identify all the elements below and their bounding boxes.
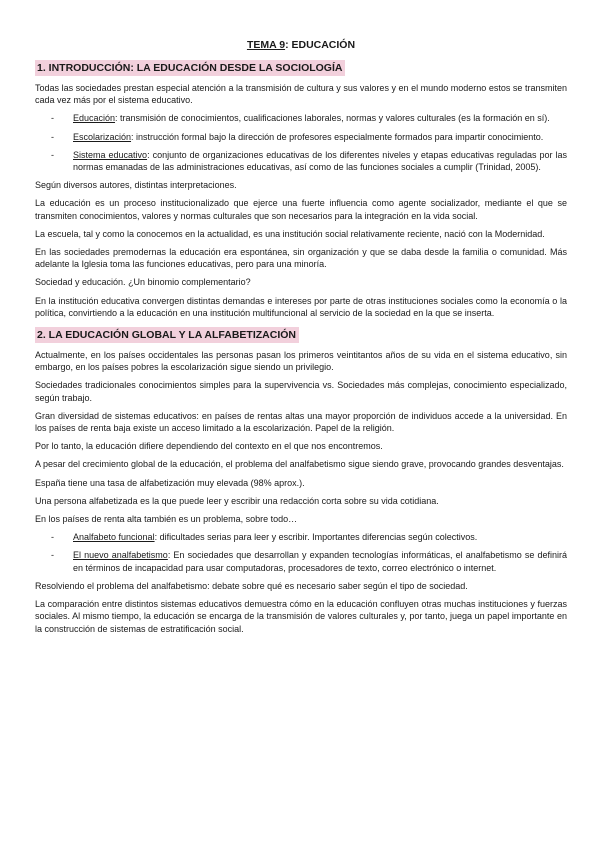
illiteracy-types-list — [35, 531, 567, 574]
definition-item — [73, 531, 567, 543]
paragraph: La escuela, tal y como la conocemos en la actualidad, es una institución social relativamente reciente, nació con la Modernidad. — [35, 228, 545, 239]
paragraph: Una persona alfabetizada es la que puede leer y escribir una redacción corta sobre su vida cotidiana. — [35, 495, 439, 506]
paragraph: Según diversos autores, distintas interpretaciones. — [35, 180, 237, 191]
section-1-intro: Todas las sociedades prestan especial atención a la transmisión de cultura y sus valores y en el mundo moderno estos se transmiten cada vez más por el sistema educativo. — [35, 83, 567, 106]
document-title — [35, 38, 567, 52]
definition-item — [73, 112, 567, 124]
paragraph: Actualmente, en los países occidentales las personas pasan los primeros veintitantos años de su vida en el sistema educativo, sin embargo, en los países pobres la escolarización sigue siendo un privilegio. — [35, 350, 567, 373]
definition-text: : instrucción formal bajo la dirección de profesores especialmente formados para impartir conocimiento. — [131, 131, 544, 142]
paragraph: Resolviendo el problema del analfabetismo: debate sobre qué es necesario saber según el tipo de sociedad. — [35, 580, 468, 591]
paragraph: En la institución educativa convergen distintas demandas e intereses por parte de otras instituciones sociales como la economía o la política, convirtiendo a la educación en una institución multifuncional al servicio de la sociedad en la que se inserta. — [35, 295, 567, 318]
definition-text: : transmisión de conocimientos, cualificaciones laborales, normas y valores culturales (es la formación en sí). — [115, 113, 550, 124]
definition-text: : En sociedades que desarrollan y expanden tecnologías informáticas, el analfabetismo se definirá en términos de incapacidad para usar computadoras, procesadores de texto, correo electrónico o internet. — [73, 550, 567, 573]
definition-item — [73, 149, 567, 173]
paragraph: En los países de renta alta también es un problema, sobre todo… — [35, 514, 298, 525]
definition-item — [73, 131, 567, 143]
topic-number: TEMA 9 — [246, 39, 286, 51]
definition-text: : dificultades serias para leer y escribir. Importantes diferencias según colectivos. — [154, 532, 478, 543]
definition-term: Analfabeto funcional — [73, 532, 155, 543]
definition-item — [73, 549, 567, 573]
paragraph: La comparación entre distintos sistemas educativos demuestra cómo en la educación confluyen otras muchas instituciones y fuerzas sociales. Al mismo tiempo, la educación se encarga de la transmisión de valores culturales y, por tanto, juega un papel importante en la construcción de sistemas de estratificación social. — [35, 599, 567, 634]
definition-text: : conjunto de organizaciones educativas de los diferentes niveles y etapas educativas reguladas por las normas emanadas de las administraciones educativas, así como de las funciones sociales a cumplir (Trinidad, 2005). — [73, 149, 567, 173]
definitions-list — [35, 112, 567, 173]
paragraph: En las sociedades premodernas la educación era espontánea, sin organización y que se daba desde la familia o comunidad. Más adelante la Iglesia toma las funciones educativas, pero para una minoría. — [35, 247, 567, 270]
definition-term: El nuevo analfabetismo — [73, 550, 168, 561]
section-2-heading: 2. LA EDUCACIÓN GLOBAL Y LA ALFABETIZACIÓN — [35, 327, 299, 343]
paragraph: Sociedades tradicionales conocimientos simples para la supervivencia vs. Sociedades más complejas, conocimiento especializado, según trabajo. — [35, 380, 567, 403]
paragraph: A pesar del crecimiento global de la educación, el problema del analfabetismo sigue siendo grave, provocando grandes desventajas. — [35, 459, 564, 470]
definition-term: Sistema educativo — [73, 149, 148, 160]
definition-term: Educación — [73, 113, 116, 124]
paragraph: La educación es un proceso institucionalizado que ejerce una fuerte influencia como agente socializador, mediante el que se transmiten conocimientos, valores y normas culturales que son necesarios para la integración en la vida social. — [35, 198, 567, 221]
paragraph: España tiene una tasa de alfabetización muy elevada (98% aprox.). — [35, 477, 305, 488]
topic-name: : EDUCACIÓN — [285, 39, 356, 51]
paragraph: Gran diversidad de sistemas educativos: en países de rentas altas una mayor proporción de individuos accede a la universidad. En los países de renta baja existe un acceso limitado a la escolarización. Papel de la religión. — [35, 410, 567, 434]
paragraph: Por lo tanto, la educación difiere dependiendo del contexto en el que nos encontremos. — [35, 441, 383, 452]
definition-term: Escolarización — [73, 131, 132, 142]
section-1-heading: 1. INTRODUCCIÓN: LA EDUCACIÓN DESDE LA SOCIOLOGÍA — [35, 60, 345, 76]
paragraph: Sociedad y educación. ¿Un binomio complementario? — [35, 277, 251, 288]
